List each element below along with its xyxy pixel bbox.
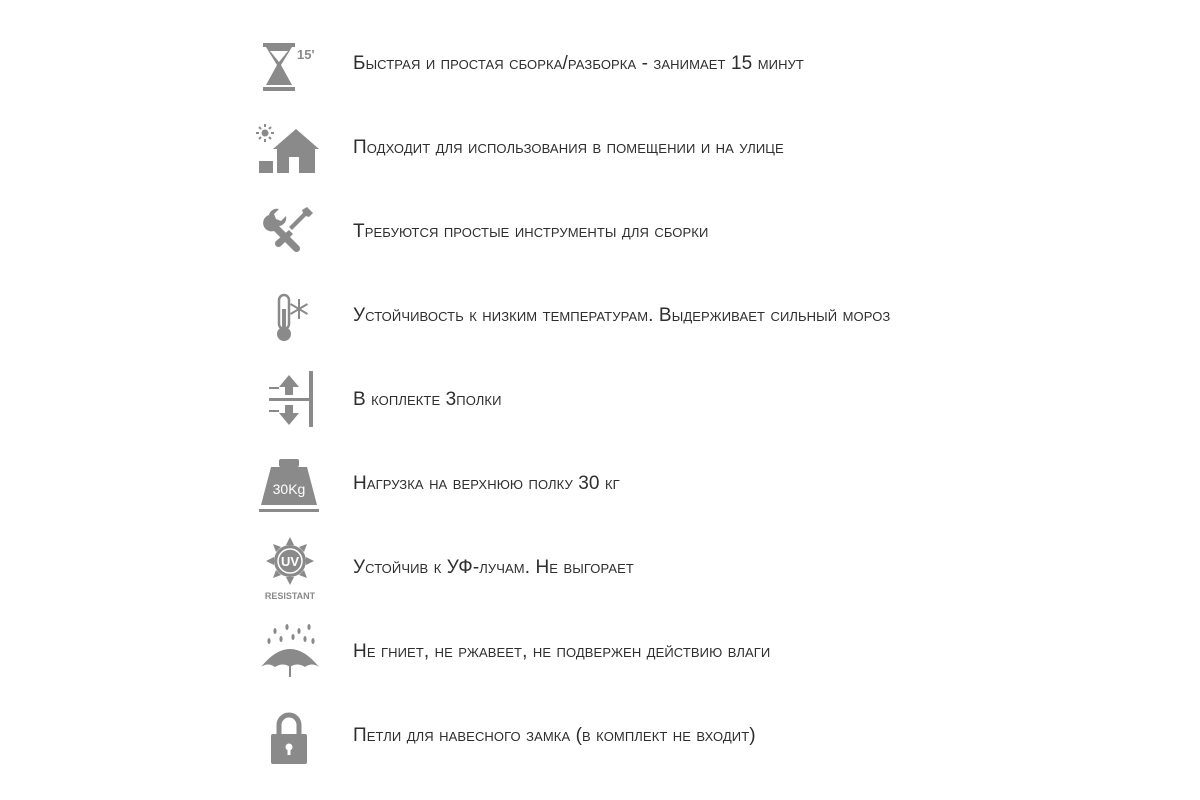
- uv-resistant-icon: [255, 533, 325, 603]
- feature-text: Петли для навесного замка (в комплект не входит): [353, 725, 756, 746]
- uv-icon-label: UV: [280, 554, 300, 569]
- shelves-arrows-icon: [255, 365, 325, 435]
- feature-item: [255, 190, 1155, 274]
- feature-item: [255, 106, 1155, 190]
- feature-text: Устойчив к УФ-лучам. Не выгорает: [353, 557, 634, 578]
- feature-text: Устойчивость к низким температурам. Выдерживает сильный мороз: [353, 305, 891, 326]
- house-sun-icon: [255, 113, 325, 183]
- feature-text: Быстрая и простая сборка/разборка - занимает 15 минут: [353, 53, 804, 74]
- thermometer-snowflake-icon: [255, 281, 325, 351]
- hourglass-icon: [255, 29, 325, 99]
- weight-icon: [255, 449, 325, 519]
- feature-text: Нагрузка на верхнюю полку 30 кг: [353, 473, 620, 494]
- padlock-icon: [255, 701, 325, 771]
- tools-icon: [255, 197, 325, 267]
- feature-item: [255, 22, 1155, 106]
- hourglass-icon-label: 15': [297, 47, 315, 62]
- feature-item: [255, 442, 1155, 526]
- weight-icon-label: 30Kg: [272, 481, 306, 497]
- feature-text: Требуются простые инструменты для сборки: [353, 221, 709, 242]
- feature-item: [255, 610, 1155, 694]
- feature-text: Не гниет, не ржавеет, не подвержен действию влаги: [353, 641, 771, 662]
- umbrella-rain-icon: [255, 617, 325, 687]
- feature-text: В коплекте 3полки: [353, 389, 502, 410]
- feature-item: [255, 526, 1155, 610]
- feature-item: [255, 358, 1155, 442]
- uv-icon-caption: RESISTANT: [264, 591, 316, 601]
- feature-item: [255, 274, 1155, 358]
- feature-text: Подходит для использования в помещении и на улице: [353, 137, 784, 158]
- feature-item: [255, 694, 1155, 778]
